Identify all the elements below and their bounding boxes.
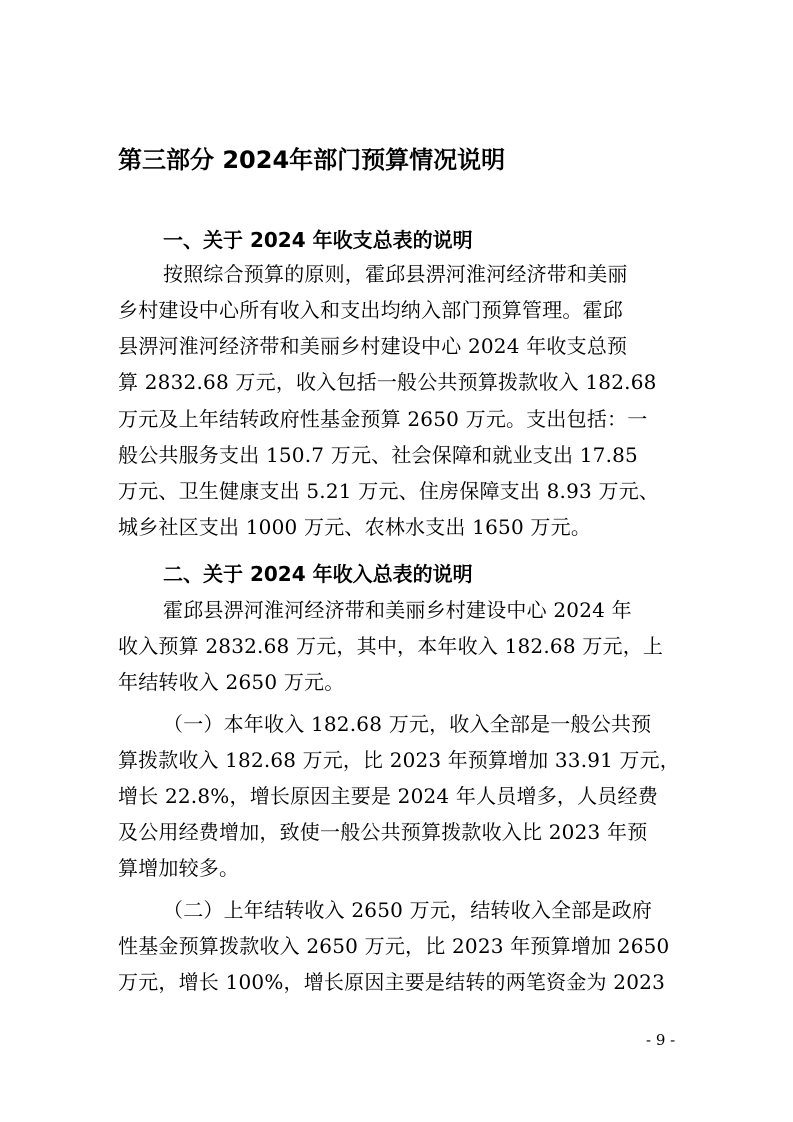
section-heading-1: 一、关于 2024 年收支总表的说明 <box>163 228 473 252</box>
paragraph-line: 霍邱县淠河淮河经济带和美丽乡村建设中心 2024 年 <box>163 598 632 622</box>
paragraph-line: 增长 22.8%，增长原因主要是 2024 年人员增多，人员经费 <box>118 784 658 808</box>
paragraph-line: 万元及上年结转政府性基金预算 2650 万元。支出包括：一 <box>118 407 648 431</box>
paragraph-line: 县淠河淮河经济带和美丽乡村建设中心 2024 年收支总预 <box>118 334 628 358</box>
paragraph-line: 算拨款收入 182.68 万元，比 2023 年预算增加 33.91 万元， <box>118 748 680 772</box>
paragraph-line: 年结转收入 2650 万元。 <box>118 670 345 694</box>
paragraph-line: 乡村建设中心所有收入和支出均纳入部门预算管理。霍邱 <box>118 298 623 322</box>
paragraph-line: （二）上年结转收入 2650 万元，结转收入全部是政府 <box>163 898 653 922</box>
page-title: 第三部分 2024年部门预算情况说明 <box>118 146 506 174</box>
section-heading-2: 二、关于 2024 年收入总表的说明 <box>163 562 473 586</box>
paragraph-line: 万元，增长 100%，增长原因主要是结转的两笔资金为 2023 <box>118 970 665 994</box>
paragraph-line: 般公共服务支出 150.7 万元、社会保障和就业支出 17.85 <box>118 443 638 467</box>
page-number: - 9 - <box>646 1031 676 1049</box>
paragraph-line: 万元、卫生健康支出 5.21 万元、住房保障支出 8.93 万元、 <box>118 479 660 503</box>
paragraph-line: 性基金预算拨款收入 2650 万元，比 2023 年预算增加 2650 <box>118 934 670 958</box>
paragraph-line: 收入预算 2832.68 万元，其中，本年收入 182.68 万元，上 <box>118 634 664 658</box>
paragraph-line: 按照综合预算的原则，霍邱县淠河淮河经济带和美丽 <box>163 262 628 286</box>
paragraph-line: 算 2832.68 万元，收入包括一般公共预算拨款收入 182.68 <box>118 370 657 394</box>
paragraph-line: 算增加较多。 <box>118 856 240 880</box>
paragraph-line: 城乡社区支出 1000 万元、农林水支出 1650 万元。 <box>118 515 592 539</box>
paragraph-line: 及公用经费增加，致使一般公共预算拨款收入比 2023 年预 <box>118 820 648 844</box>
paragraph-line: （一）本年收入 182.68 万元，收入全部是一般公共预 <box>163 712 652 736</box>
